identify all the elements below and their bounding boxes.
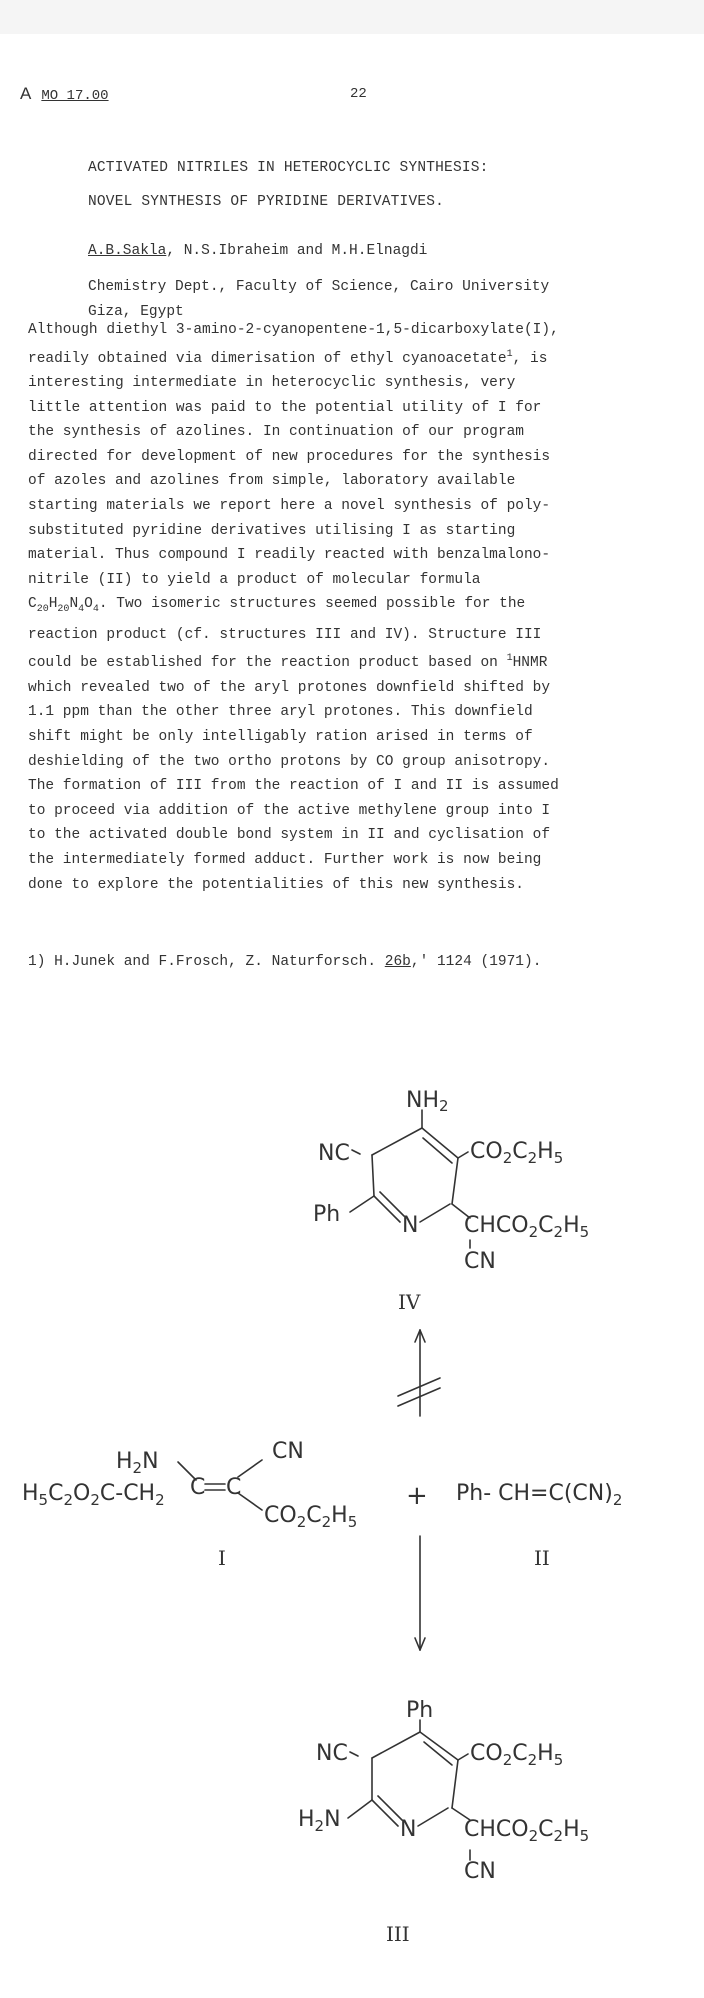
iii-ring-n: N	[400, 1817, 417, 1842]
iv-ring-n: N	[402, 1213, 419, 1238]
iii-side-chain: $CHCO_2C_2H_5$	[464, 1817, 590, 1845]
reference-1: 1) H.Junek and F.Frosch, Z. Naturforsch. 26b,' 1124 (1971).	[28, 954, 542, 970]
page-number: 22	[350, 86, 367, 102]
iii-nc: NC	[316, 1741, 348, 1766]
ii-formula: Ph- $CH=C(CN)_2$	[456, 1481, 623, 1509]
i-h2n: $H_2N$	[116, 1449, 159, 1477]
code-letter: A	[20, 84, 32, 103]
co-authors: , N.S.Ibraheim and M.H.Elnagdi	[166, 243, 428, 259]
label-iv: IV	[398, 1290, 421, 1314]
iv-side-chain: $CHCO_2C_2H_5$	[464, 1213, 590, 1241]
plus-sign: +	[406, 1481, 428, 1511]
title-line-2: NOVEL SYNTHESIS OF PYRIDINE DERIVATIVES.	[88, 194, 445, 210]
label-iii: III	[386, 1922, 410, 1946]
i-ester: $CO_2C_2H_5$	[264, 1503, 358, 1531]
abstract-part-1: Although diethyl 3-amino-2-cyanopentene-1,5-dicarboxylate(I), readily obtained via dimerisation of ethyl cyanoacetate	[28, 322, 559, 367]
arrow-to-iv	[398, 1330, 440, 1416]
affiliation-line-1: Chemistry Dept., Faculty of Science, Cairo University	[88, 279, 550, 295]
iv-ester: $CO_2C_2H_5$	[470, 1139, 564, 1167]
i-left-chain: $H_5C_2O_2C-CH_2$	[22, 1481, 165, 1509]
nmr-superscript: 1	[506, 653, 513, 665]
iv-nh2-text: NH	[406, 1088, 439, 1113]
i-carbon-right: C	[226, 1475, 242, 1500]
iii-ph: Ph	[406, 1698, 434, 1723]
title-line-1: ACTIVATED NITRILES IN HETEROCYCLIC SYNTHESIS:	[88, 160, 489, 176]
iii-ester: $CO_2C_2H_5$	[470, 1741, 564, 1769]
reference-mark: 1	[506, 348, 513, 360]
iii-cn: CN	[464, 1859, 496, 1884]
label-ii: II	[534, 1546, 550, 1570]
i-cn: CN	[272, 1439, 304, 1464]
molecular-formula: $C_{20}H_{20}N_4O_4$	[28, 596, 99, 616]
affiliation-line-2: Giza, Egypt	[88, 304, 184, 320]
presenting-author: A.B.Sakla	[88, 243, 167, 259]
arrow-to-iii	[415, 1536, 425, 1650]
abstract-part-4: HNMR which revealed two of the aryl protones downfield shifted by 1.1 ppm than the other three aryl protones. This downfield shift might be only intelligably ration arised in terms of deshielding of the two ortho protons by CO group anisotropy. The formation of III from the reaction of I and II is assumed to proceed via addition of the active methylene group into I to the activated double bond system in II and cyclisation of the intermediately formed adduct. Further work is now being done to explore the potentialities of this new synthesis.	[28, 655, 559, 893]
abstract-part-2: , is interesting intermediate in heterocyclic synthesis, very little attention was paid to the potential utility of I for the synthesis of azolines. In continuation of our program directed for development of new procedures for the synthesis of azoles and azolines from simple, laboratory available starting materials we report here a novel synthesis of poly- substituted pyridine derivatives utilising I as starting material. Thus compound I readily reacted with benzalmalono- nitrile (II) to yield a product of molecular formula	[28, 350, 551, 588]
iii-h2n: $H_2N$	[298, 1807, 341, 1835]
iv-ph: Ph	[313, 1202, 341, 1227]
iv-nc: NC	[318, 1141, 350, 1166]
iv-cn: CN	[464, 1249, 496, 1274]
iv-nh2: NH2	[406, 1088, 449, 1115]
i-carbon-left: C	[190, 1475, 206, 1500]
abstract-part-3: . Two isomeric structures seemed possible for the reaction product (cf. structures III and IV). Structure III could be established for the reaction product based on	[28, 596, 542, 672]
code-number: MO 17.00	[41, 88, 109, 104]
reference-volume: 26b	[384, 954, 411, 970]
label-i: I	[218, 1546, 226, 1570]
